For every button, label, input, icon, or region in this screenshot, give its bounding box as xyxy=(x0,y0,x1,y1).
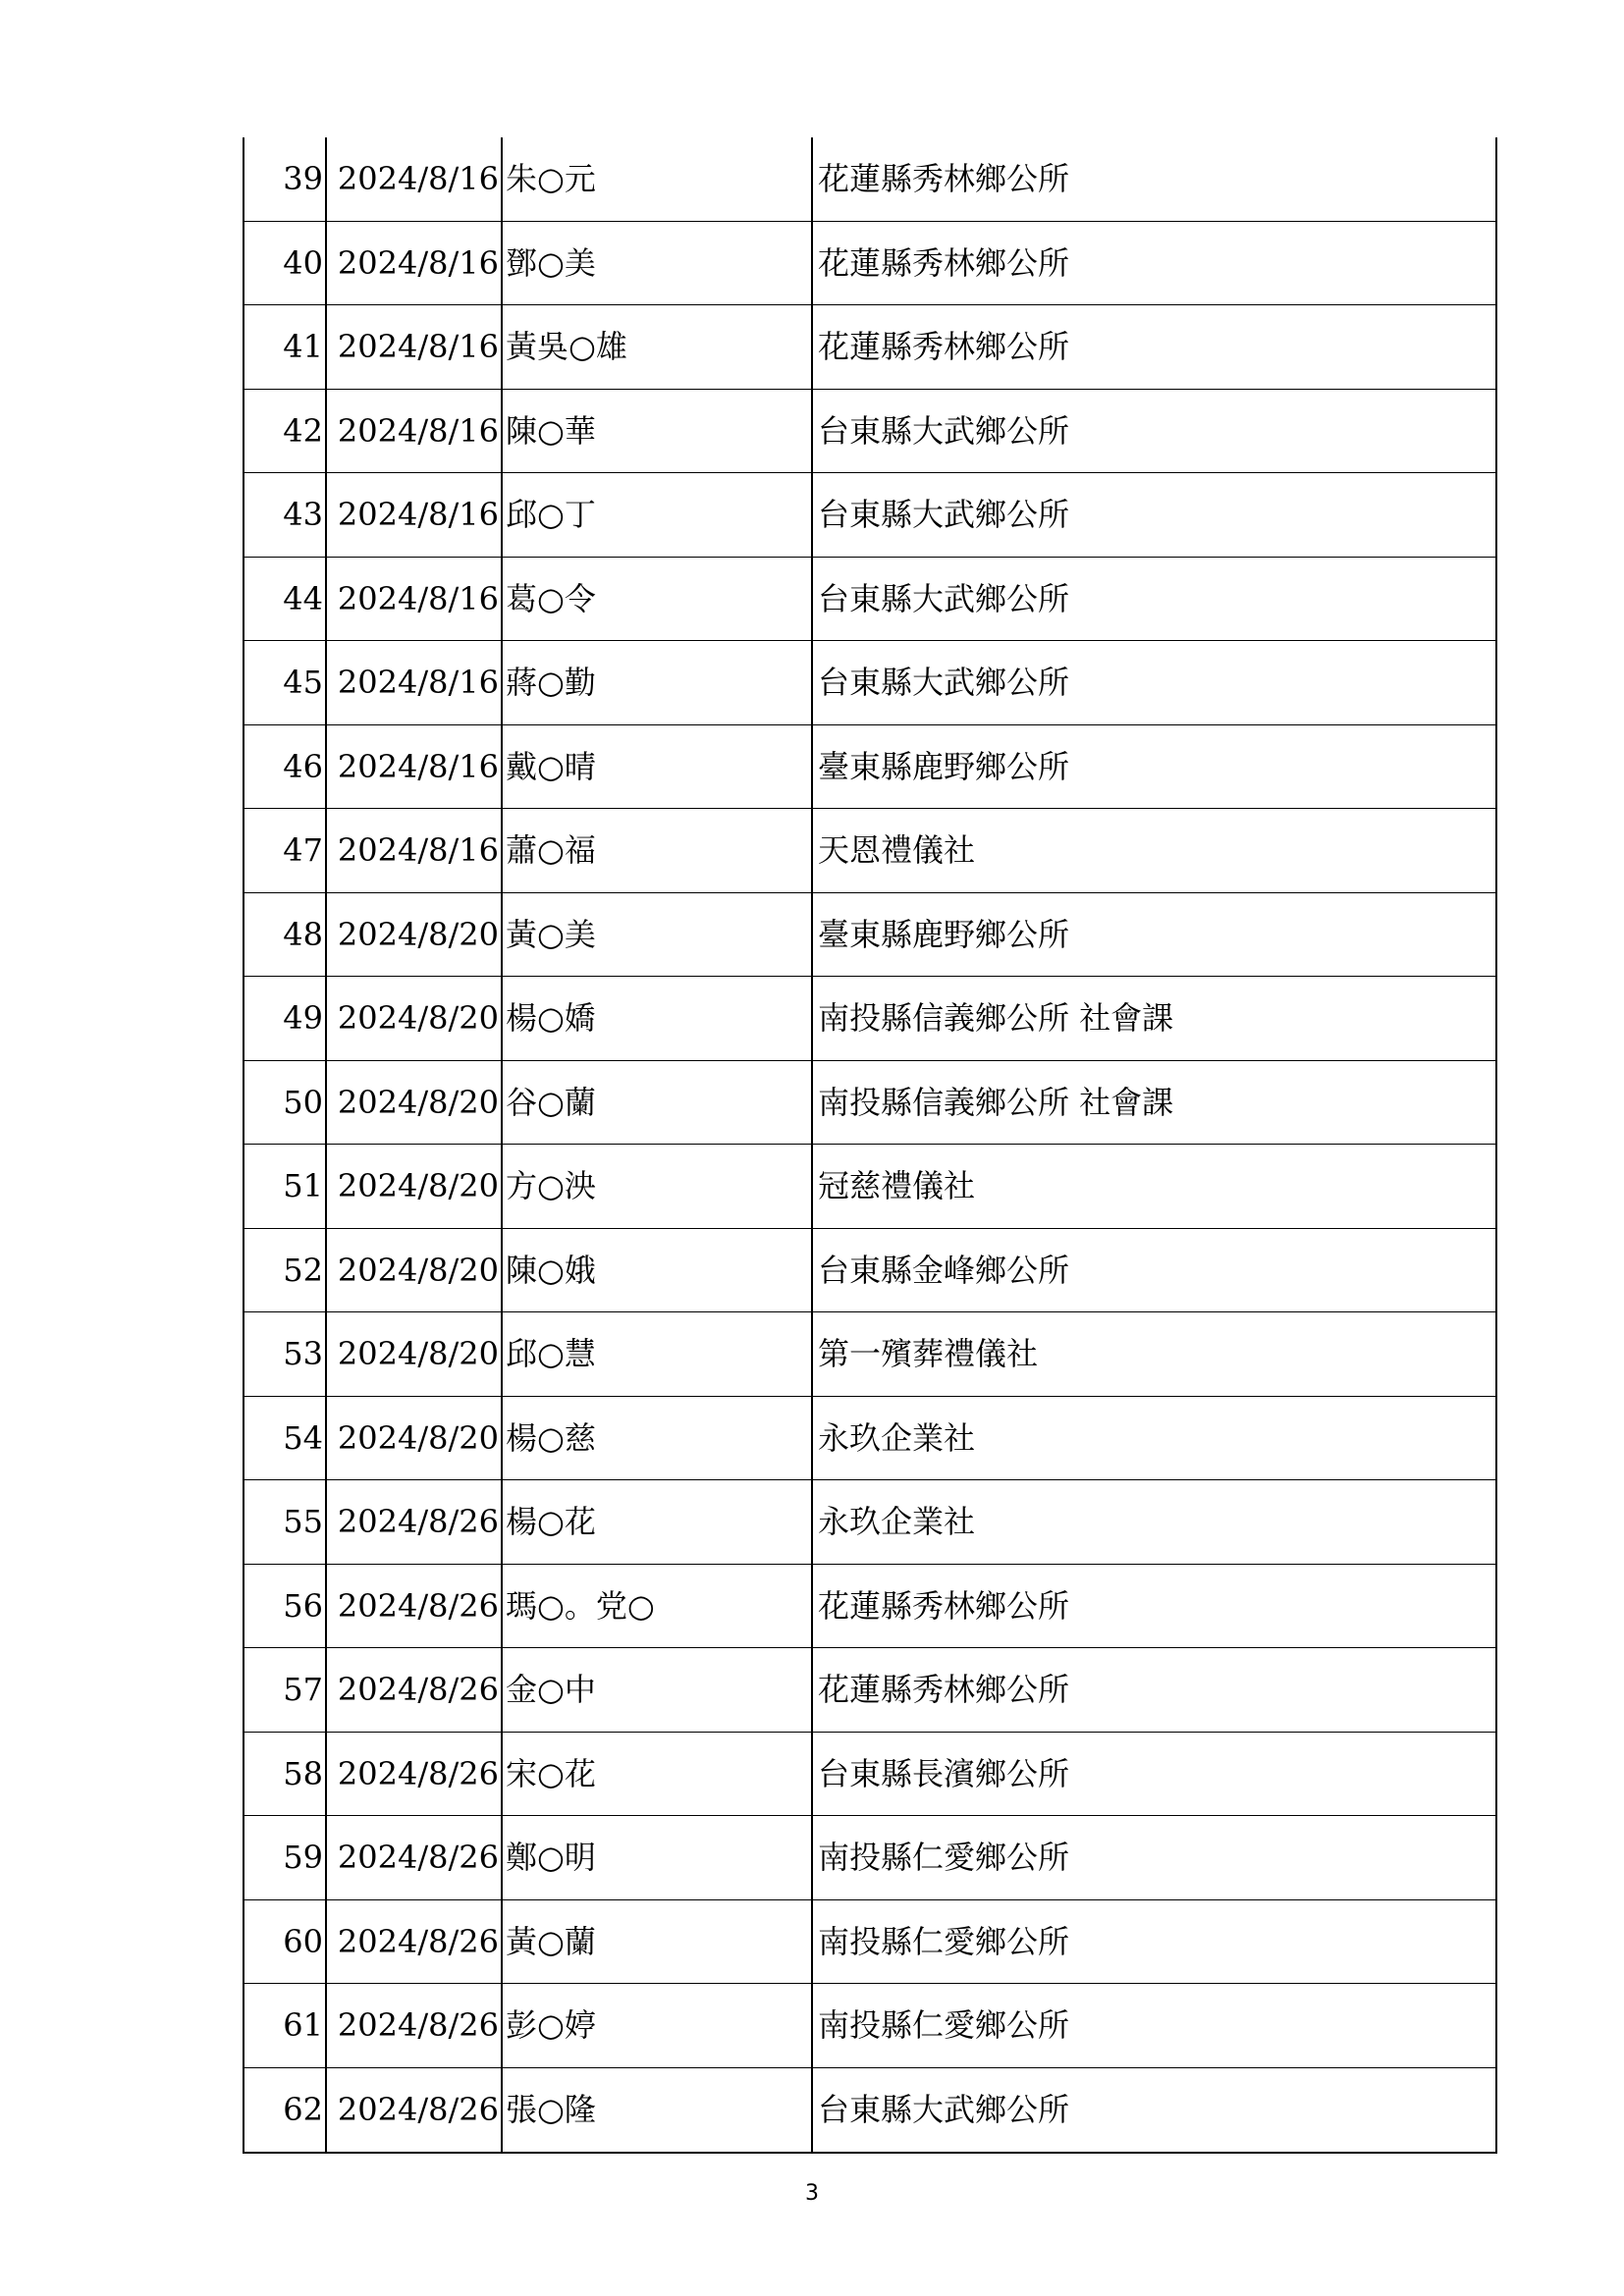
date-cell: 2024/8/16 xyxy=(327,809,503,892)
row-number-cell: 44 xyxy=(244,558,327,641)
organization-cell: 南投縣仁愛鄉公所 xyxy=(818,1922,1070,1960)
table-row xyxy=(244,1480,1495,1565)
row-number-cell: 46 xyxy=(244,725,327,809)
organization-cell: 臺東縣鹿野鄉公所 xyxy=(818,915,1070,953)
date-cell: 2024/8/20 xyxy=(327,1397,503,1480)
table-row xyxy=(244,1061,1495,1146)
date-cell: 2024/8/20 xyxy=(327,893,503,977)
row-number-cell: 50 xyxy=(244,1061,327,1145)
name-cell: 葛○令 xyxy=(503,558,813,641)
table-row xyxy=(244,1397,1495,1481)
row-number-cell: 41 xyxy=(244,305,327,389)
name-cell: 楊○慈 xyxy=(503,1397,813,1480)
name-cell: 楊○花 xyxy=(503,1480,813,1564)
table-row xyxy=(244,1648,1495,1733)
date-cell: 2024/8/16 xyxy=(327,222,503,305)
name-cell: 邱○慧 xyxy=(503,1312,813,1396)
organization-cell: 永玖企業社 xyxy=(818,1418,976,1457)
name-cell: 瑪○。党○ xyxy=(503,1565,813,1648)
row-number-cell: 57 xyxy=(244,1648,327,1732)
name-cell: 鄭○明 xyxy=(503,1816,813,1899)
name-cell: 蔣○勤 xyxy=(503,641,813,724)
organization-cell: 花蓮縣秀林鄉公所 xyxy=(818,328,1070,366)
table-row xyxy=(244,977,1495,1061)
row-number-cell: 40 xyxy=(244,222,327,305)
name-cell: 黃○蘭 xyxy=(503,1900,813,1984)
table-row xyxy=(244,641,1495,725)
date-cell: 2024/8/16 xyxy=(327,137,503,221)
organization-cell: 南投縣信義鄉公所 社會課 xyxy=(818,999,1174,1038)
row-number-cell: 47 xyxy=(244,809,327,892)
name-cell: 鄧○美 xyxy=(503,222,813,305)
date-cell: 2024/8/16 xyxy=(327,305,503,389)
date-cell: 2024/8/26 xyxy=(327,1648,503,1732)
row-number-cell: 51 xyxy=(244,1145,327,1228)
organization-cell: 天恩禮儀社 xyxy=(818,831,976,870)
records-table xyxy=(243,137,1497,2154)
organization-cell: 永玖企業社 xyxy=(818,1503,976,1541)
table-row xyxy=(244,222,1495,306)
table-row xyxy=(244,390,1495,474)
row-number-cell: 60 xyxy=(244,1900,327,1984)
row-number-cell: 56 xyxy=(244,1565,327,1648)
organization-cell: 花蓮縣秀林鄉公所 xyxy=(818,160,1070,198)
name-cell: 蕭○福 xyxy=(503,809,813,892)
table-row xyxy=(244,1565,1495,1649)
row-number-cell: 61 xyxy=(244,1984,327,2067)
organization-cell: 南投縣仁愛鄉公所 xyxy=(818,2006,1070,2045)
name-cell: 朱○元 xyxy=(503,137,813,221)
date-cell: 2024/8/26 xyxy=(327,1733,503,1816)
date-cell: 2024/8/16 xyxy=(327,725,503,809)
name-cell: 金○中 xyxy=(503,1648,813,1732)
table-row xyxy=(244,1312,1495,1397)
organization-cell: 台東縣金峰鄉公所 xyxy=(818,1251,1070,1289)
organization-cell: 冠慈禮儀社 xyxy=(818,1167,976,1205)
name-cell: 陳○華 xyxy=(503,390,813,473)
table-row xyxy=(244,305,1495,390)
name-cell: 黃吳○雄 xyxy=(503,305,813,389)
table-row xyxy=(244,1984,1495,2068)
name-cell: 宋○花 xyxy=(503,1733,813,1816)
row-number-cell: 42 xyxy=(244,390,327,473)
row-number-cell: 59 xyxy=(244,1816,327,1899)
name-cell: 邱○丁 xyxy=(503,473,813,557)
row-number-cell: 45 xyxy=(244,641,327,724)
date-cell: 2024/8/16 xyxy=(327,473,503,557)
name-cell: 張○隆 xyxy=(503,2068,813,2153)
date-cell: 2024/8/20 xyxy=(327,1229,503,1312)
table-row xyxy=(244,893,1495,978)
table-row xyxy=(244,1145,1495,1229)
organization-cell: 台東縣大武鄉公所 xyxy=(818,579,1070,617)
date-cell: 2024/8/26 xyxy=(327,1565,503,1648)
organization-cell: 第一殯葬禮儀社 xyxy=(818,1335,1039,1373)
date-cell: 2024/8/26 xyxy=(327,1900,503,1984)
date-cell: 2024/8/26 xyxy=(327,1480,503,1564)
row-number-cell: 62 xyxy=(244,2068,327,2153)
date-cell: 2024/8/20 xyxy=(327,1312,503,1396)
row-number-cell: 58 xyxy=(244,1733,327,1816)
table-row xyxy=(244,473,1495,558)
table-row xyxy=(244,809,1495,893)
row-number-cell: 52 xyxy=(244,1229,327,1312)
date-cell: 2024/8/26 xyxy=(327,1816,503,1899)
table-row xyxy=(244,558,1495,642)
row-number-cell: 49 xyxy=(244,977,327,1060)
organization-cell: 南投縣信義鄉公所 社會課 xyxy=(818,1083,1174,1121)
name-cell: 陳○娥 xyxy=(503,1229,813,1312)
date-cell: 2024/8/26 xyxy=(327,1984,503,2067)
date-cell: 2024/8/16 xyxy=(327,641,503,724)
date-cell: 2024/8/20 xyxy=(327,1145,503,1228)
organization-cell: 台東縣大武鄉公所 xyxy=(818,411,1070,450)
organization-cell: 台東縣大武鄉公所 xyxy=(818,496,1070,534)
row-number-cell: 43 xyxy=(244,473,327,557)
organization-cell: 花蓮縣秀林鄉公所 xyxy=(818,1671,1070,1709)
table-row xyxy=(244,1229,1495,1313)
organization-cell: 台東縣大武鄉公所 xyxy=(818,2091,1070,2129)
table-row xyxy=(244,1816,1495,1900)
date-cell: 2024/8/16 xyxy=(327,390,503,473)
row-number-cell: 53 xyxy=(244,1312,327,1396)
name-cell: 楊○嬌 xyxy=(503,977,813,1060)
row-number-cell: 48 xyxy=(244,893,327,977)
name-cell: 彭○婷 xyxy=(503,1984,813,2067)
row-number-cell: 39 xyxy=(244,137,327,221)
table-row xyxy=(244,1733,1495,1817)
table-row xyxy=(244,2068,1495,2153)
table-row xyxy=(244,137,1495,222)
organization-cell: 台東縣大武鄉公所 xyxy=(818,664,1070,702)
name-cell: 戴○晴 xyxy=(503,725,813,809)
organization-cell: 南投縣仁愛鄉公所 xyxy=(818,1839,1070,1877)
organization-cell: 花蓮縣秀林鄉公所 xyxy=(818,243,1070,282)
organization-cell: 臺東縣鹿野鄉公所 xyxy=(818,747,1070,785)
table-row xyxy=(244,725,1495,810)
organization-cell: 台東縣長濱鄉公所 xyxy=(818,1754,1070,1792)
table-row xyxy=(244,1900,1495,1985)
name-cell: 谷○蘭 xyxy=(503,1061,813,1145)
date-cell: 2024/8/20 xyxy=(327,977,503,1060)
name-cell: 黃○美 xyxy=(503,893,813,977)
organization-cell: 花蓮縣秀林鄉公所 xyxy=(818,1586,1070,1625)
row-number-cell: 55 xyxy=(244,1480,327,1564)
date-cell: 2024/8/20 xyxy=(327,1061,503,1145)
date-cell: 2024/8/16 xyxy=(327,558,503,641)
date-cell: 2024/8/26 xyxy=(327,2068,503,2153)
page-number: 3 xyxy=(805,2181,819,2206)
name-cell: 方○泱 xyxy=(503,1145,813,1228)
row-number-cell: 54 xyxy=(244,1397,327,1480)
